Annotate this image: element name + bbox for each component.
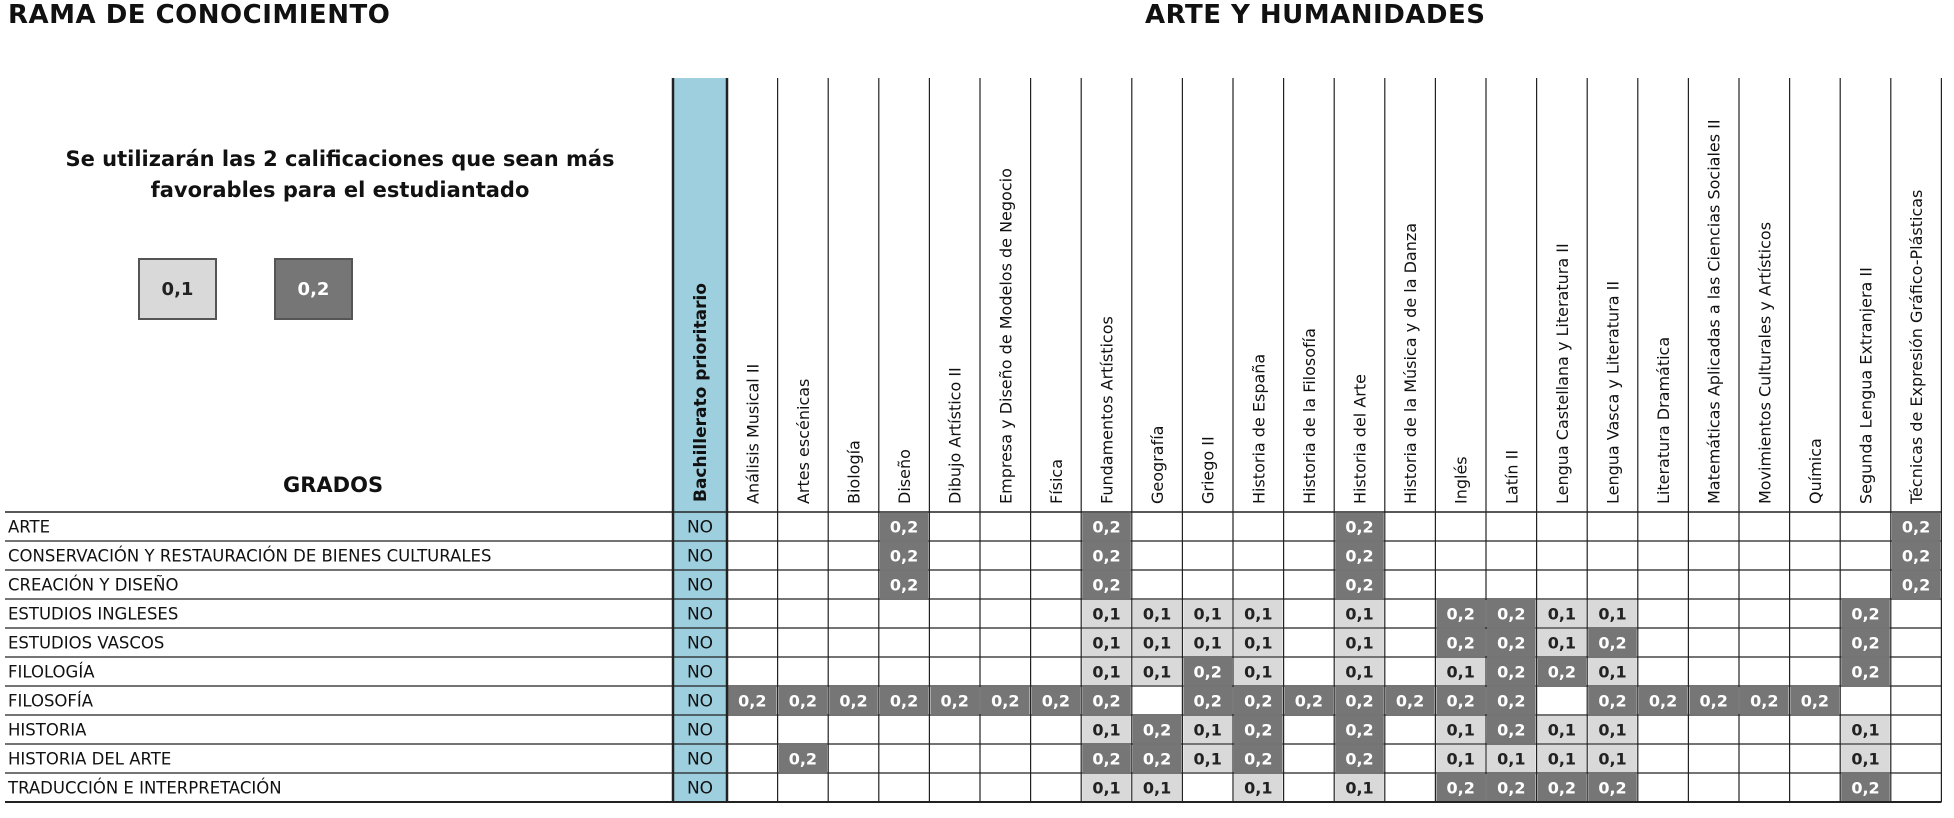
weight-value: 0,2 [1800,691,1830,711]
subject-header: Historia de la Música y de la Danza [1401,222,1421,504]
weight-value: 0,2 [889,546,919,566]
weight-value: 0,2 [1092,575,1121,595]
weight-value: 0,2 [788,691,818,711]
weight-value: 0,2 [1446,691,1475,711]
subject-header: Fundamentos Artísticos [1097,316,1117,504]
degree-name: FILOSOFÍA [8,691,94,711]
degree-name: ESTUDIOS INGLESES [8,604,179,624]
weight-value: 0,2 [1345,749,1374,769]
weight-value: 0,2 [1497,720,1526,740]
weight-value: 0,2 [1395,691,1425,711]
priority-value: NO [686,633,714,654]
priority-value: NO [686,778,714,799]
weight-value: 0,2 [1851,633,1880,653]
subject-header: Química [1805,438,1825,504]
subject-header: Historia de España [1249,353,1269,504]
legend-weight-low: 0,1 [138,258,217,320]
weight-value: 0,2 [1497,691,1526,711]
subject-header: Lengua Castellana y Literatura II [1552,243,1572,504]
subject-header: Física [1046,458,1066,504]
weight-value: 0,1 [1142,662,1172,682]
degree-name: CONSERVACIÓN Y RESTAURACIÓN DE BIENES CULTURALES [8,546,492,566]
subject-header: Empresa y Diseño de Modelos de Negocio [996,168,1016,504]
weight-value: 0,2 [1092,517,1121,537]
weight-value: 0,2 [889,517,919,537]
weight-value: 0,2 [1193,662,1222,682]
weight-value: 0,1 [1193,633,1222,653]
weight-value: 0,1 [1598,749,1627,769]
subject-header: Inglés [1451,456,1471,504]
weight-value: 0,1 [1345,662,1374,682]
weight-value: 0,2 [1345,720,1374,740]
weight-value: 0,2 [1092,546,1121,566]
weight-value: 0,2 [1446,778,1475,798]
weight-value: 0,2 [1497,662,1526,682]
weight-value: 0,1 [1193,749,1222,769]
weight-value: 0,2 [1244,691,1273,711]
weight-value: 0,2 [1598,633,1627,653]
weight-value: 0,2 [1750,691,1779,711]
weight-value: 0,1 [1547,604,1577,624]
subject-header: Lengua Vasca y Literatura II [1603,280,1623,504]
weight-value: 0,1 [1092,720,1121,740]
weight-value: 0,1 [1193,604,1222,624]
subject-header: Técnicas de Expresión Gráfico-Plásticas [1907,189,1927,504]
priority-value: NO [686,691,714,712]
degree-name: HISTORIA [8,720,87,740]
branch-label: RAMA DE CONOCIMIENTO [8,0,391,30]
weight-value: 0,1 [1193,720,1222,740]
subject-header: Diseño [895,449,915,504]
weight-value: 0,1 [1851,720,1880,740]
subject-header: Matemáticas Aplicadas a las Ciencias Sociales II [1704,119,1724,504]
weight-value: 0,1 [1547,633,1577,653]
weight-value: 0,2 [1851,604,1880,624]
weight-value: 0,2 [1142,749,1172,769]
priority-header: Bachillerato prioritario [691,283,711,502]
weight-value: 0,2 [1851,662,1880,682]
subject-header: Dibujo Artístico II [945,367,965,504]
weight-value: 0,1 [1345,604,1374,624]
degree-name: CREACIÓN Y DISEÑO [8,575,179,595]
weight-value: 0,2 [1345,575,1374,595]
subject-header: Análisis Musical II [743,363,763,504]
weight-value: 0,2 [1851,778,1880,798]
weight-value: 0,1 [1598,720,1627,740]
weight-value: 0,2 [1901,575,1931,595]
weight-value: 0,2 [1193,691,1222,711]
priority-value: NO [686,575,714,596]
weight-value: 0,2 [1446,604,1475,624]
weight-value: 0,2 [1598,691,1627,711]
degree-name: ESTUDIOS VASCOS [8,633,165,653]
weight-value: 0,1 [1446,662,1475,682]
subject-header: Artes escénicas [793,378,813,504]
degree-name: TRADUCCIÓN E INTERPRETACIÓN [8,778,282,798]
subject-header: Segunda Lengua Extranjera II [1856,267,1876,504]
weight-value: 0,2 [1497,778,1526,798]
weight-value: 0,2 [738,691,767,711]
weight-value: 0,1 [1142,778,1172,798]
weight-value: 0,2 [1041,691,1071,711]
priority-value: NO [686,749,714,770]
legend-weight-high: 0,2 [274,258,353,320]
weight-value: 0,1 [1142,604,1172,624]
priority-value: NO [686,604,714,625]
priority-value: NO [686,546,714,567]
weight-value: 0,1 [1497,749,1526,769]
weight-value: 0,2 [1244,720,1273,740]
weight-value: 0,2 [1345,691,1374,711]
weight-value: 0,2 [839,691,868,711]
weight-value: 0,2 [1092,749,1121,769]
priority-value: NO [686,662,714,683]
weight-value: 0,1 [1092,778,1121,798]
subject-header: Historia de la Filosofía [1299,328,1319,504]
subject-header: Literatura Dramática [1654,336,1674,504]
weight-value: 0,2 [1699,691,1728,711]
weight-value: 0,1 [1345,778,1374,798]
weight-value: 0,2 [1901,546,1931,566]
subject-header: Griego II [1198,436,1218,504]
subject-header: Historia del Arte [1350,374,1370,504]
weight-value: 0,2 [1901,517,1931,537]
weight-value: 0,2 [1294,691,1324,711]
weight-value: 0,2 [1092,691,1121,711]
weight-value: 0,2 [1497,633,1526,653]
weight-value: 0,1 [1244,662,1273,682]
priority-value: NO [686,517,714,538]
weight-value: 0,1 [1244,604,1273,624]
weight-value: 0,1 [1092,604,1121,624]
weight-value: 0,1 [1598,662,1627,682]
subject-header: Geografía [1148,425,1168,504]
weight-value: 0,2 [1497,604,1526,624]
branch-title: ARTE Y HUMANIDADES [1145,0,1486,30]
degree-name: FILOLOGÍA [8,662,95,682]
degree-name: HISTORIA DEL ARTE [8,749,172,769]
weight-value: 0,1 [1851,749,1880,769]
weight-value: 0,2 [1345,546,1374,566]
priority-value: NO [686,720,714,741]
subject-header: Biología [844,440,864,504]
grading-note: Se utilizarán las 2 calificaciones que sean más favorables para el estudiantado [65,147,615,202]
weight-value: 0,1 [1598,604,1627,624]
weight-value: 0,2 [1598,778,1627,798]
weight-value: 0,1 [1244,633,1273,653]
weight-value: 0,1 [1345,633,1374,653]
weight-value: 0,2 [1244,749,1273,769]
weight-value: 0,2 [1648,691,1678,711]
weight-value: 0,2 [1142,720,1172,740]
weight-value: 0,2 [889,575,919,595]
weight-value: 0,1 [1547,720,1577,740]
weight-value: 0,1 [1547,749,1577,769]
weight-value: 0,1 [1446,749,1475,769]
degrees-column-header: GRADOS [283,473,384,497]
weight-value: 0,2 [940,691,969,711]
weight-value: 0,1 [1142,633,1172,653]
weight-value: 0,2 [991,691,1020,711]
weight-value: 0,1 [1092,633,1121,653]
weight-value: 0,2 [1345,517,1374,537]
degree-name: ARTE [8,517,51,537]
weight-value: 0,2 [1547,778,1577,798]
weight-value: 0,1 [1244,778,1273,798]
weight-value: 0,1 [1092,662,1121,682]
weight-value: 0,2 [1547,662,1577,682]
weight-value: 0,2 [788,749,818,769]
subject-header: Movimientos Culturales y Artísticos [1755,221,1775,504]
weight-value: 0,2 [889,691,919,711]
weight-value: 0,2 [1446,633,1475,653]
subject-header: Latín II [1502,449,1522,504]
weight-value: 0,1 [1446,720,1475,740]
